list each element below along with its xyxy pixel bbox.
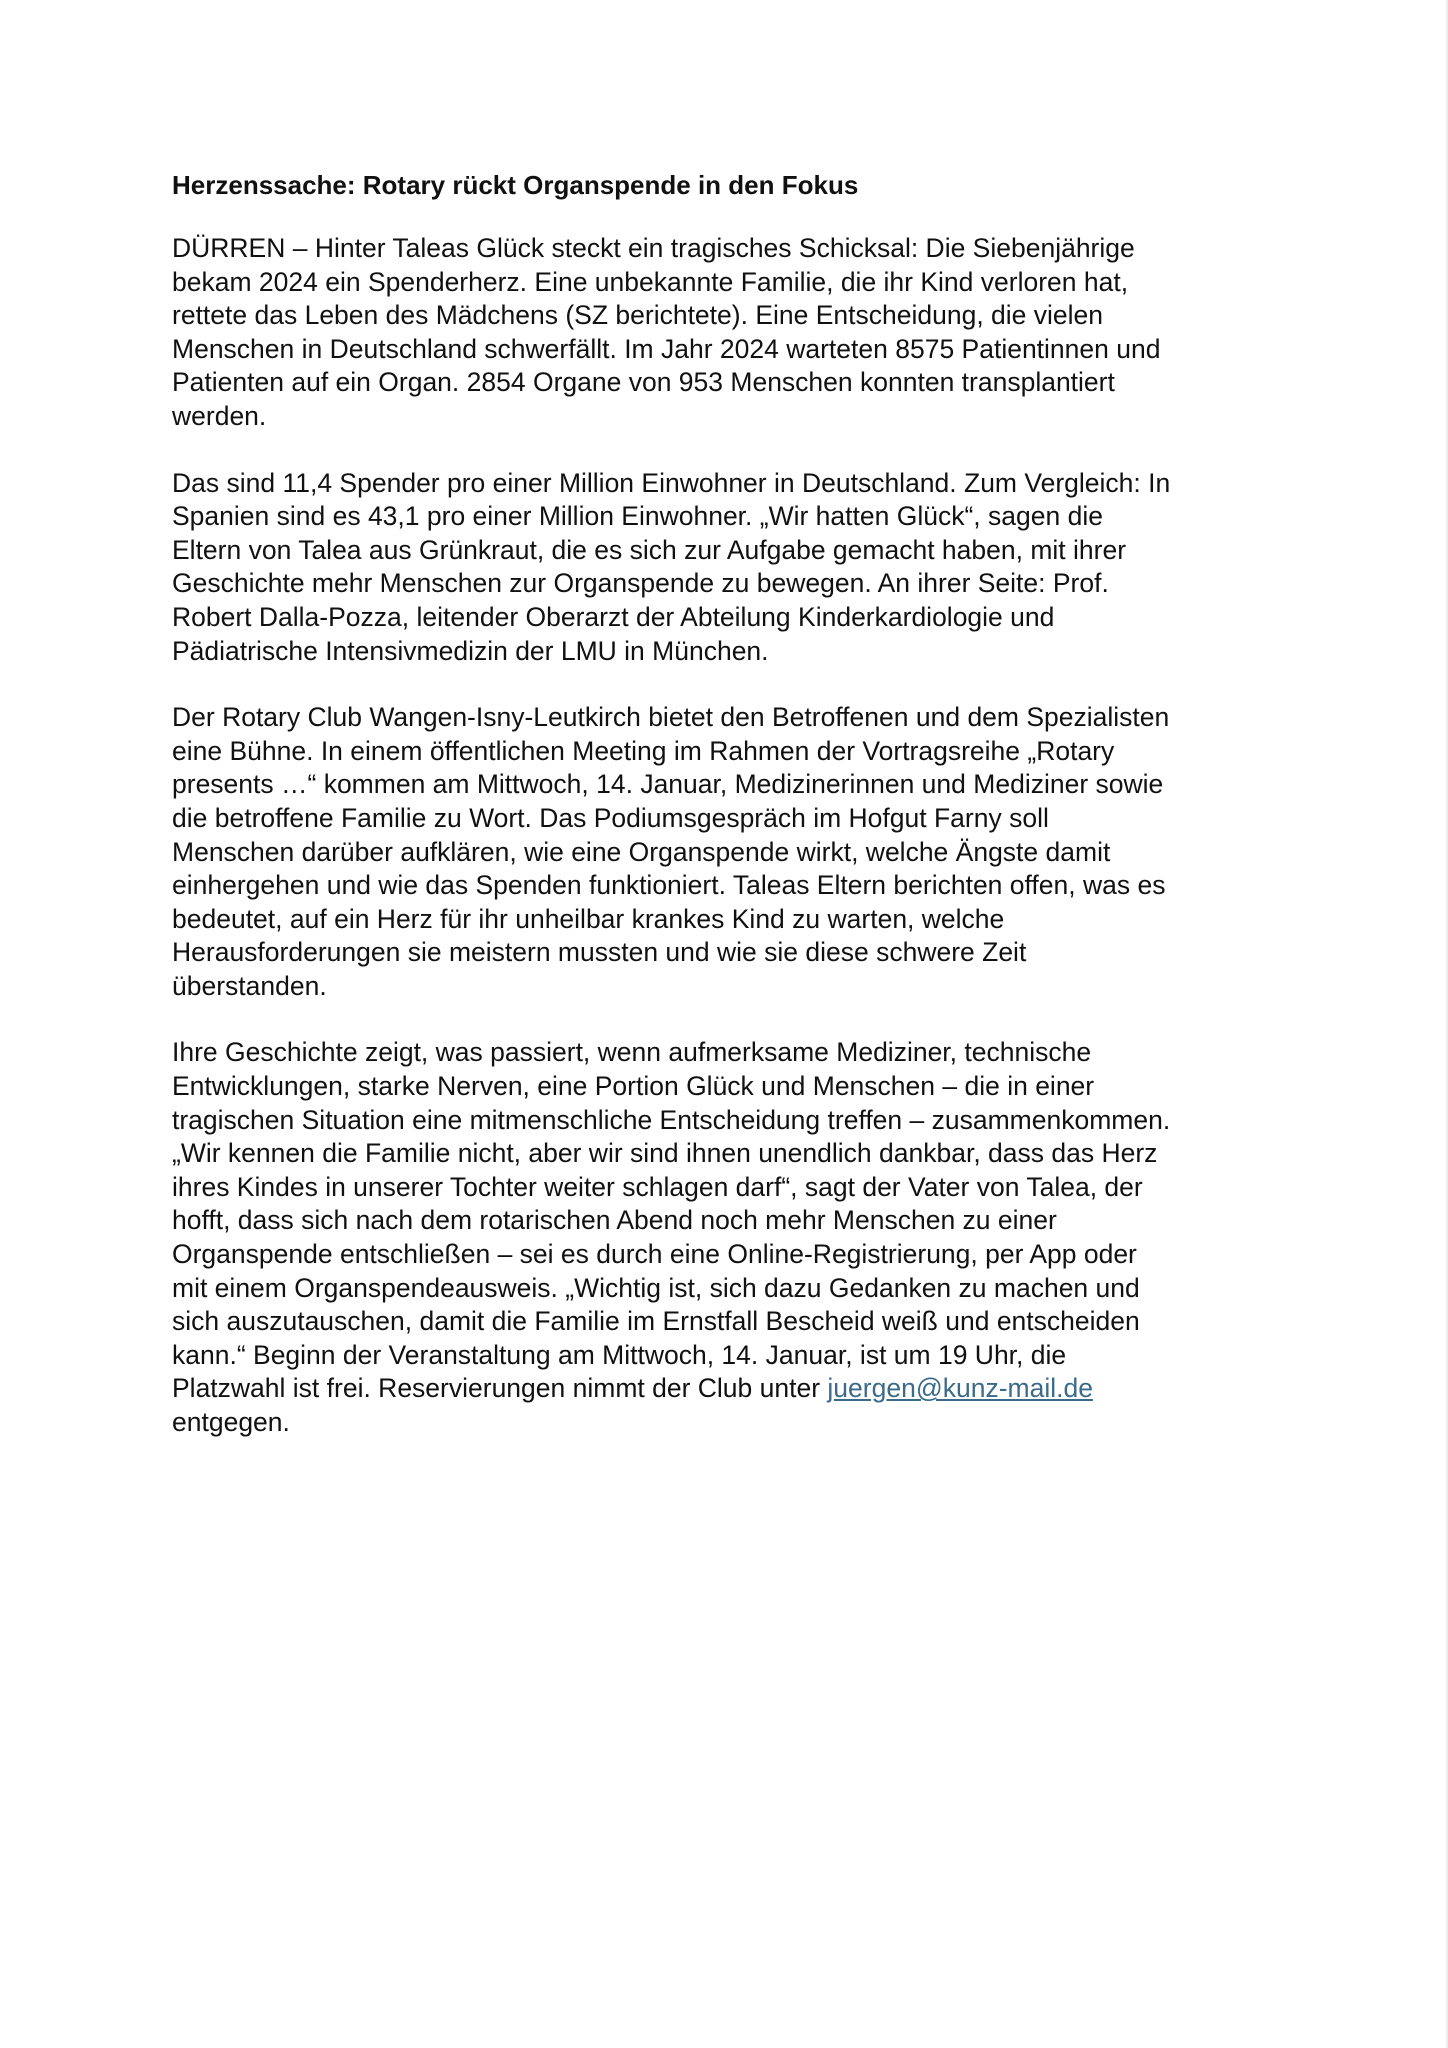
text-line: einhergehen und wie das Spenden funktioniert. Taleas Eltern berichten offen, was es <box>172 870 1166 901</box>
article-headline: Herzenssache: Rotary rückt Organspende in den Fokus <box>172 170 859 200</box>
text-line: hofft, dass sich nach dem rotarischen Abend noch mehr Menschen zu einer <box>172 1205 1057 1236</box>
text-line: presents …“ kommen am Mittwoch, 14. Januar, Medizinerinnen und Mediziner sowie <box>172 769 1164 800</box>
text-line: sich auszutauschen, damit die Familie im Ernstfall Bescheid weiß und entscheiden <box>172 1306 1140 1337</box>
text-line: Spanien sind es 43,1 pro einer Million Einwohner. „Wir hatten Glück“, sagen die <box>172 501 1103 532</box>
text-line: Robert Dalla-Pozza, leitender Oberarzt der Abteilung Kinderkardiologie und <box>172 601 1055 632</box>
text-line: Eltern von Talea aus Grünkraut, die es sich zur Aufgabe gemacht haben, mit ihrer <box>172 534 1127 565</box>
text-line: bekam 2024 ein Spenderherz. Eine unbekannte Familie, die ihr Kind verloren hat, <box>172 266 1129 297</box>
text-line: mit einem Organspendeausweis. „Wichtig ist, sich dazu Gedanken zu machen und <box>172 1272 1140 1303</box>
text-line: Geschichte mehr Menschen zur Organspende zu bewegen. An ihrer Seite: Prof. <box>172 568 1109 599</box>
text-line: kann.“ Beginn der Veranstaltung am Mittwoch, 14. Januar, ist um 19 Uhr, die <box>172 1339 1067 1370</box>
email-link[interactable]: juergen@kunz-mail.de <box>827 1373 1093 1404</box>
text-line: Der Rotary Club Wangen-Isny-Leutkirch bietet den Betroffenen und dem Spezialisten <box>172 702 1170 733</box>
paragraph-2 <box>172 467 1352 669</box>
text-line: entgegen. <box>172 1407 290 1437</box>
text-line: „Wir kennen die Familie nicht, aber wir sind ihnen unendlich dankbar, dass das Herz <box>172 1138 1158 1169</box>
paragraph-3 <box>172 701 1352 1003</box>
text-line: werden. <box>172 400 267 431</box>
text-line: tragischen Situation eine mitmenschliche Entscheidung treffen – zusammenkommen. <box>172 1104 1171 1135</box>
text-line: DÜRREN – Hinter Taleas Glück steckt ein tragisches Schicksal: Die Siebenjährige <box>172 233 1135 263</box>
text-line: Herausforderungen sie meistern mussten und wie sie diese schwere Zeit <box>172 937 1027 968</box>
paragraph-4 <box>172 1036 1352 1439</box>
text-line: überstanden. <box>172 970 327 1001</box>
text-line: Patienten auf ein Organ. 2854 Organe von 953 Menschen konnten transplantiert <box>172 367 1115 398</box>
text-line-with-email <box>172 1372 1352 1406</box>
text-line: Das sind 11,4 Spender pro einer Million Einwohner in Deutschland. Zum Vergleich: In <box>172 467 1171 498</box>
text-line: ihres Kindes in unserer Tochter weiter schlagen darf“, sagt der Vater von Talea, der <box>172 1171 1143 1202</box>
text-line: Organspende entschließen – sei es durch eine Online-Registrierung, per App oder <box>172 1239 1137 1270</box>
text-line: Menschen in Deutschland schwerfällt. Im Jahr 2024 warteten 8575 Patientinnen und <box>172 333 1161 364</box>
text-line: eine Bühne. In einem öffentlichen Meeting im Rahmen der Vortragsreihe „Rotary <box>172 735 1115 766</box>
reservation-text: Platzwahl ist frei. Reservierungen nimmt der Club unter <box>172 1373 828 1404</box>
text-line: bedeutet, auf ein Herz für ihr unheilbar krankes Kind zu warten, welche <box>172 903 1005 934</box>
text-line: rettete das Leben des Mädchens (SZ berichtete). Eine Entscheidung, die vielen <box>172 300 1104 331</box>
article-body <box>172 168 1352 1473</box>
text-line: die betroffene Familie zu Wort. Das Podiumsgespräch im Hofgut Farny soll <box>172 802 1049 833</box>
text-line: Ihre Geschichte zeigt, was passiert, wenn aufmerksame Mediziner, technische <box>172 1037 1092 1068</box>
text-line: Menschen darüber aufklären, wie eine Organspende wirkt, welche Ängste damit <box>172 836 1111 867</box>
text-line: Pädiatrische Intensivmedizin der LMU in München. <box>172 635 769 666</box>
paragraph-1 <box>172 232 1352 434</box>
text-line: Entwicklungen, starke Nerven, eine Portion Glück und Menschen – die in einer <box>172 1071 1095 1102</box>
